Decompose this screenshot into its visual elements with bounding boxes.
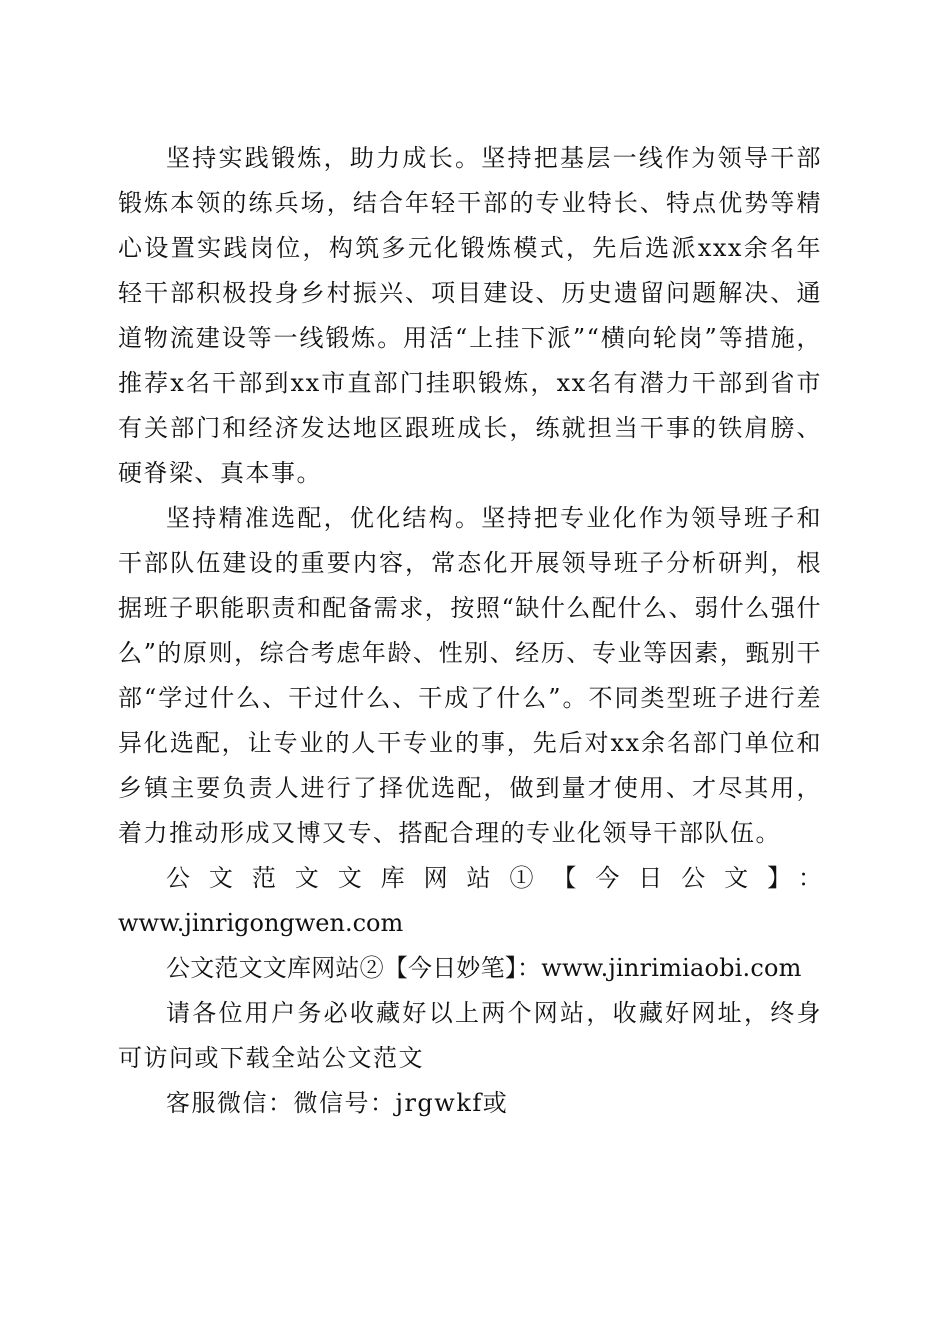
paragraph-precise-selection: 坚持精准选配，优化结构。坚持把专业化作为领导班子和干部队伍建设的重要内容，常态化开展领导班子分析研判，根据班子职能职责和配备需求，按照“缺什么配什么、弱什么强什么”的原则，综合考虑年龄、性别、经历、专业等因素，甄别干部“学过什么、干过什么、干成了什么”。不同类型班子进行差异化选配，让专业的人干专业的事，先后对xx余名部门单位和乡镇主要负责人进行了择优选配，做到量才使用、才尽其用，着力推动形成又博又专、搭配合理的专业化领导干部队伍。 — [118, 504, 822, 847]
site2-link[interactable]: 公文范文文库网站②【今日妙笔】：www.jinrimiaobi.com — [166, 954, 802, 982]
paragraph-practice-training: 坚持实践锻炼，助力成长。坚持把基层一线作为领导干部锻炼本领的练兵场，结合年轻干部的专业特长、特点优势等精心设置实践岗位，构筑多元化锻炼模式，先后选派xxx余名年轻干部积极投身乡村振兴、项目建设、历史遗留问题解决、通道物流建设等一线锻炼。用活“上挂下派”“横向轮岗”等措施，推荐x名干部到xx市直部门挂职锻炼，xx名有潜力干部到省市有关部门和经济发达地区跟班成长，练就担当干事的铁肩膀、硬脊梁、真本事。 — [118, 144, 822, 487]
site1-url-link[interactable]: www.jinrigongwen.com — [118, 909, 404, 937]
service-contact: 客服微信：微信号：jrgwkf或 — [166, 1089, 509, 1117]
site1-paragraph — [118, 856, 822, 946]
site1-label: 公文范文文库网站①【今日公文】： — [166, 864, 822, 892]
notice-paragraph: 请各位用户务必收藏好以上两个网站，收藏好网址，终身可访问或下载全站公文范文 — [118, 999, 822, 1072]
document-page — [118, 136, 822, 1126]
